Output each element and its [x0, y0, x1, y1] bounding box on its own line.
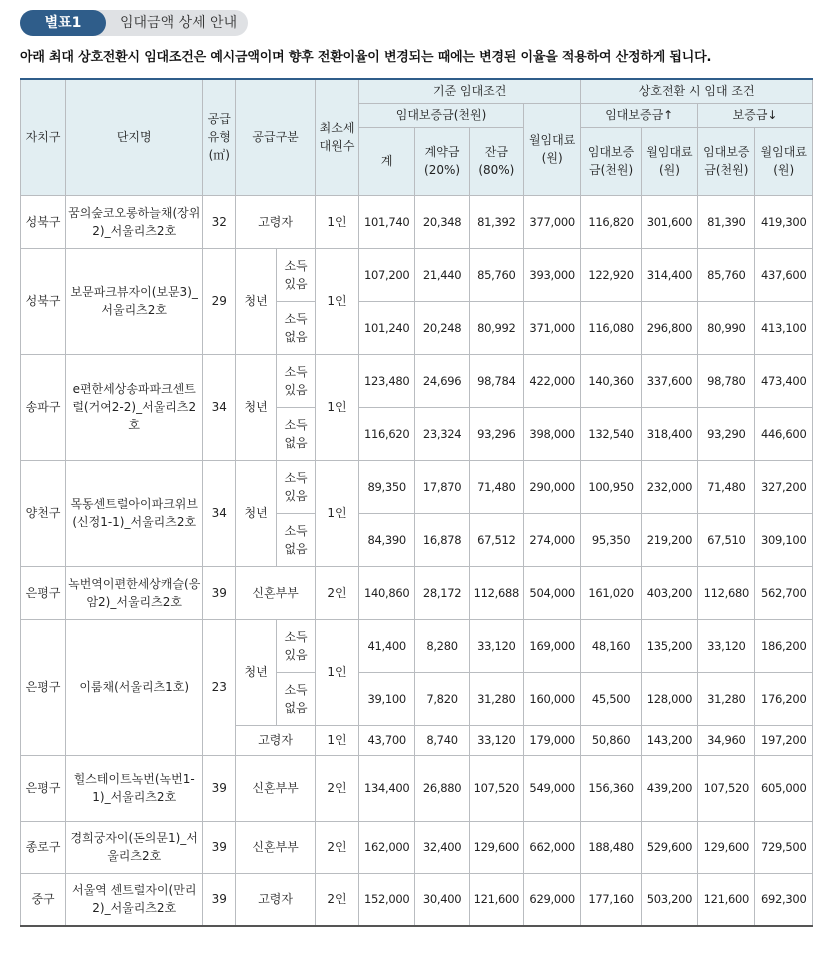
cell-up-deposit: 50,860 [581, 725, 641, 755]
cell-contract: 24,696 [415, 354, 469, 407]
cell-up-rent: 296,800 [641, 301, 697, 354]
cell-category: 청년 [236, 619, 277, 725]
cell-down-deposit: 85,760 [698, 248, 755, 301]
cell-category: 청년 [236, 354, 277, 460]
cell-monthly: 393,000 [523, 248, 580, 301]
cell-total: 101,740 [359, 195, 415, 248]
cell-complex: 경희궁자이(돈의문1)_서울리츠2호 [66, 821, 203, 873]
cell-complex: 녹번역이편한세상캐슬(응암2)_서울리츠2호 [66, 566, 203, 619]
cell-district: 송파구 [21, 354, 66, 460]
cell-type: 39 [203, 755, 236, 821]
cell-up-rent: 128,000 [641, 672, 697, 725]
cell-household: 1인 [316, 248, 359, 354]
cell-up-deposit: 156,360 [581, 755, 641, 821]
header-household: 최소세대원수 [316, 79, 359, 195]
notice-text: 아래 최대 상호전환시 임대조건은 예시금액이며 향후 전환이율이 변경되는 때에는 변경된 이율을 적용하여 산정하게 됩니다. [20, 50, 712, 65]
cell-up-deposit: 161,020 [581, 566, 641, 619]
cell-district: 양천구 [21, 460, 66, 566]
cell-down-deposit: 112,680 [698, 566, 755, 619]
cell-contract: 32,400 [415, 821, 469, 873]
cell-up-deposit: 140,360 [581, 354, 641, 407]
cell-down-rent: 419,300 [755, 195, 813, 248]
cell-contract: 8,740 [415, 725, 469, 755]
cell-down-rent: 473,400 [755, 354, 813, 407]
cell-total: 39,100 [359, 672, 415, 725]
cell-total: 101,240 [359, 301, 415, 354]
cell-up-rent: 301,600 [641, 195, 697, 248]
cell-contract: 28,172 [415, 566, 469, 619]
header-balance: 잔금(80%) [469, 127, 523, 195]
cell-contract: 20,248 [415, 301, 469, 354]
cell-up-deposit: 116,820 [581, 195, 641, 248]
cell-category: 신혼부부 [236, 566, 316, 619]
header-deposit-up: 임대보증금↑ [581, 103, 698, 127]
cell-income: 소득있음 [277, 460, 316, 513]
header-monthly: 월임대료(원) [523, 103, 580, 195]
cell-category: 고령자 [236, 873, 316, 926]
cell-category: 고령자 [236, 195, 316, 248]
cell-household: 1인 [316, 725, 359, 755]
cell-up-rent: 219,200 [641, 513, 697, 566]
cell-balance: 31,280 [469, 672, 523, 725]
cell-monthly: 504,000 [523, 566, 580, 619]
cell-down-rent: 413,100 [755, 301, 813, 354]
cell-category: 신혼부부 [236, 821, 316, 873]
cell-up-rent: 135,200 [641, 619, 697, 672]
cell-type: 34 [203, 354, 236, 460]
cell-category: 고령자 [236, 725, 316, 755]
cell-monthly: 169,000 [523, 619, 580, 672]
cell-up-deposit: 95,350 [581, 513, 641, 566]
cell-down-deposit: 34,960 [698, 725, 755, 755]
cell-down-deposit: 107,520 [698, 755, 755, 821]
cell-category: 신혼부부 [236, 755, 316, 821]
cell-down-rent: 446,600 [755, 407, 813, 460]
cell-contract: 8,280 [415, 619, 469, 672]
header-complex: 단지명 [66, 79, 203, 195]
badge-number: 별표1 [20, 10, 106, 36]
cell-monthly: 160,000 [523, 672, 580, 725]
cell-type: 34 [203, 460, 236, 566]
cell-income: 소득없음 [277, 672, 316, 725]
cell-up-deposit: 188,480 [581, 821, 641, 873]
cell-household: 2인 [316, 566, 359, 619]
cell-down-rent: 327,200 [755, 460, 813, 513]
cell-complex: e편한세상송파파크센트럴(거여2-2)_서울리츠2호 [66, 354, 203, 460]
cell-household: 1인 [316, 460, 359, 566]
cell-monthly: 371,000 [523, 301, 580, 354]
cell-total: 107,200 [359, 248, 415, 301]
cell-total: 116,620 [359, 407, 415, 460]
cell-district: 은평구 [21, 755, 66, 821]
cell-household: 2인 [316, 873, 359, 926]
header-deposit: 임대보증금(천원) [359, 103, 524, 127]
badge-title: 임대금액 상세 안내 [120, 15, 238, 31]
cell-income: 소득없음 [277, 301, 316, 354]
cell-balance: 67,512 [469, 513, 523, 566]
cell-complex: 보문파크뷰자이(보문3)_서울리츠2호 [66, 248, 203, 354]
cell-income: 소득없음 [277, 513, 316, 566]
cell-monthly: 662,000 [523, 821, 580, 873]
cell-type: 39 [203, 873, 236, 926]
header-down-rent: 월임대료(원) [755, 127, 813, 195]
cell-down-rent: 176,200 [755, 672, 813, 725]
cell-balance: 71,480 [469, 460, 523, 513]
header-district: 자치구 [21, 79, 66, 195]
cell-complex: 서울역 센트럴자이(만리2)_서울리츠2호 [66, 873, 203, 926]
cell-balance: 98,784 [469, 354, 523, 407]
cell-contract: 21,440 [415, 248, 469, 301]
cell-up-deposit: 122,920 [581, 248, 641, 301]
cell-up-deposit: 177,160 [581, 873, 641, 926]
cell-down-rent: 437,600 [755, 248, 813, 301]
cell-type: 29 [203, 248, 236, 354]
cell-down-deposit: 98,780 [698, 354, 755, 407]
cell-balance: 93,296 [469, 407, 523, 460]
cell-up-rent: 403,200 [641, 566, 697, 619]
header-category: 공급구분 [236, 79, 316, 195]
cell-contract: 26,880 [415, 755, 469, 821]
cell-up-rent: 232,000 [641, 460, 697, 513]
cell-down-rent: 605,000 [755, 755, 813, 821]
cell-balance: 81,392 [469, 195, 523, 248]
cell-complex: 목동센트럴아이파크위브(신정1-1)_서울리츠2호 [66, 460, 203, 566]
cell-down-deposit: 80,990 [698, 301, 755, 354]
cell-balance: 112,688 [469, 566, 523, 619]
cell-household: 1인 [316, 195, 359, 248]
cell-up-rent: 318,400 [641, 407, 697, 460]
cell-district: 성북구 [21, 248, 66, 354]
cell-down-deposit: 93,290 [698, 407, 755, 460]
cell-total: 43,700 [359, 725, 415, 755]
cell-household: 1인 [316, 619, 359, 725]
header-down-deposit: 임대보증금(천원) [698, 127, 755, 195]
cell-category: 청년 [236, 248, 277, 354]
header-type: 공급유형(㎡) [203, 79, 236, 195]
cell-total: 152,000 [359, 873, 415, 926]
rent-table [20, 78, 813, 927]
cell-income: 소득있음 [277, 619, 316, 672]
cell-up-deposit: 116,080 [581, 301, 641, 354]
cell-up-rent: 314,400 [641, 248, 697, 301]
cell-household: 1인 [316, 354, 359, 460]
cell-balance: 85,760 [469, 248, 523, 301]
cell-total: 162,000 [359, 821, 415, 873]
cell-monthly: 179,000 [523, 725, 580, 755]
cell-district: 중구 [21, 873, 66, 926]
cell-income: 소득있음 [277, 248, 316, 301]
cell-down-rent: 729,500 [755, 821, 813, 873]
cell-balance: 33,120 [469, 725, 523, 755]
cell-down-rent: 562,700 [755, 566, 813, 619]
cell-balance: 33,120 [469, 619, 523, 672]
cell-contract: 7,820 [415, 672, 469, 725]
cell-up-rent: 503,200 [641, 873, 697, 926]
cell-up-deposit: 100,950 [581, 460, 641, 513]
cell-type: 32 [203, 195, 236, 248]
header-contract: 계약금(20%) [415, 127, 469, 195]
cell-down-deposit: 33,120 [698, 619, 755, 672]
cell-monthly: 629,000 [523, 873, 580, 926]
cell-type: 39 [203, 821, 236, 873]
cell-up-deposit: 132,540 [581, 407, 641, 460]
cell-monthly: 274,000 [523, 513, 580, 566]
cell-monthly: 290,000 [523, 460, 580, 513]
cell-down-rent: 197,200 [755, 725, 813, 755]
cell-total: 140,860 [359, 566, 415, 619]
cell-contract: 17,870 [415, 460, 469, 513]
header-base: 기준 임대조건 [359, 79, 581, 103]
cell-complex: 이룸채(서울리츠1호) [66, 619, 203, 755]
cell-down-deposit: 71,480 [698, 460, 755, 513]
cell-total: 84,390 [359, 513, 415, 566]
cell-down-deposit: 31,280 [698, 672, 755, 725]
header-up-deposit: 임대보증금(천원) [581, 127, 641, 195]
cell-balance: 121,600 [469, 873, 523, 926]
cell-balance: 107,520 [469, 755, 523, 821]
cell-down-deposit: 67,510 [698, 513, 755, 566]
cell-contract: 30,400 [415, 873, 469, 926]
cell-monthly: 377,000 [523, 195, 580, 248]
cell-down-deposit: 129,600 [698, 821, 755, 873]
cell-category: 청년 [236, 460, 277, 566]
cell-total: 41,400 [359, 619, 415, 672]
cell-monthly: 422,000 [523, 354, 580, 407]
cell-district: 은평구 [21, 619, 66, 755]
cell-up-rent: 143,200 [641, 725, 697, 755]
section-badge [20, 10, 248, 36]
cell-up-deposit: 48,160 [581, 619, 641, 672]
cell-household: 2인 [316, 755, 359, 821]
cell-up-rent: 337,600 [641, 354, 697, 407]
cell-monthly: 398,000 [523, 407, 580, 460]
cell-down-rent: 692,300 [755, 873, 813, 926]
header-deposit-down: 보증금↓ [698, 103, 813, 127]
cell-complex: 꿈의숲코오롱하늘채(장위2)_서울리츠2호 [66, 195, 203, 248]
header-total: 계 [359, 127, 415, 195]
cell-contract: 20,348 [415, 195, 469, 248]
cell-down-deposit: 81,390 [698, 195, 755, 248]
cell-up-rent: 529,600 [641, 821, 697, 873]
cell-contract: 23,324 [415, 407, 469, 460]
header-conversion: 상호전환 시 임대 조건 [581, 79, 813, 103]
cell-district: 성북구 [21, 195, 66, 248]
cell-district: 은평구 [21, 566, 66, 619]
cell-total: 134,400 [359, 755, 415, 821]
cell-total: 89,350 [359, 460, 415, 513]
cell-type: 23 [203, 619, 236, 755]
cell-total: 123,480 [359, 354, 415, 407]
cell-monthly: 549,000 [523, 755, 580, 821]
cell-down-rent: 309,100 [755, 513, 813, 566]
header-up-rent: 월임대료(원) [641, 127, 697, 195]
cell-balance: 129,600 [469, 821, 523, 873]
cell-contract: 16,878 [415, 513, 469, 566]
cell-household: 2인 [316, 821, 359, 873]
cell-up-deposit: 45,500 [581, 672, 641, 725]
cell-district: 종로구 [21, 821, 66, 873]
cell-down-deposit: 121,600 [698, 873, 755, 926]
cell-down-rent: 186,200 [755, 619, 813, 672]
cell-balance: 80,992 [469, 301, 523, 354]
cell-complex: 힐스테이트녹번(녹번1-1)_서울리츠2호 [66, 755, 203, 821]
cell-income: 소득있음 [277, 354, 316, 407]
cell-type: 39 [203, 566, 236, 619]
cell-income: 소득없음 [277, 407, 316, 460]
cell-up-rent: 439,200 [641, 755, 697, 821]
